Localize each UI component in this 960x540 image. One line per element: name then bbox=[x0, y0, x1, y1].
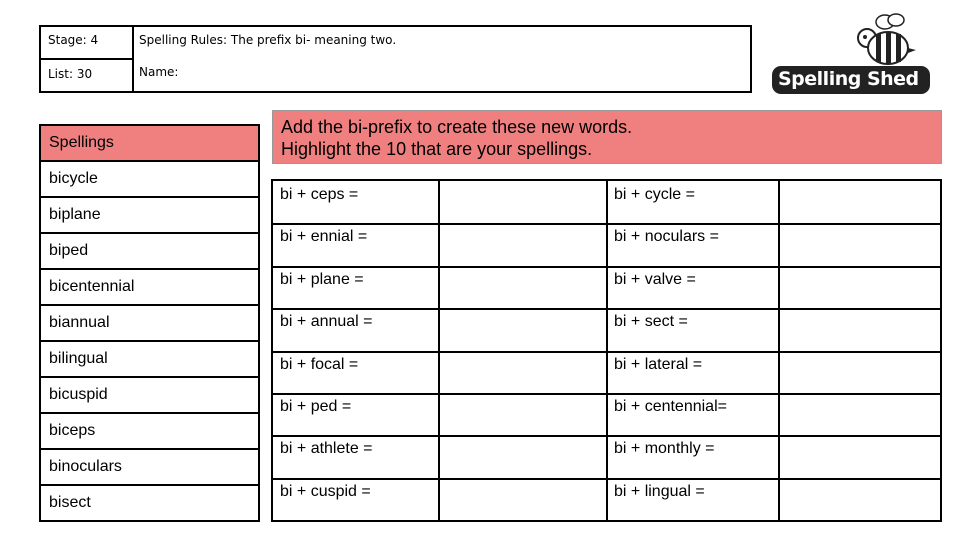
exercise-prompt: bi + cycle = bbox=[614, 186, 695, 203]
spelling-shed-logo bbox=[770, 12, 932, 98]
exercise-prompt: bi + annual = bbox=[280, 313, 373, 331]
spelling-word-row bbox=[39, 450, 260, 486]
grid-row-divider bbox=[273, 308, 940, 310]
logo-text: Spelling Shed bbox=[778, 68, 919, 90]
spelling-word-row bbox=[39, 342, 260, 378]
exercise-prompt: bi + lateral = bbox=[614, 355, 703, 373]
grid-row-divider bbox=[273, 266, 940, 268]
header-divider bbox=[132, 27, 134, 91]
exercise-prompt: bi + centennial= bbox=[614, 397, 727, 415]
exercise-prompt: bi + cuspid = bbox=[280, 482, 371, 500]
spelling-word-row bbox=[39, 306, 260, 342]
exercise-prompt: bi + lingual = bbox=[614, 482, 705, 500]
spelling-word: bisect bbox=[49, 494, 91, 511]
spelling-word-row bbox=[39, 162, 260, 198]
instruction-line-1: Add the bi-prefix to create these new words. bbox=[281, 117, 633, 137]
spelling-word: biceps bbox=[49, 422, 96, 439]
exercise-prompt: bi + sect = bbox=[614, 313, 688, 331]
spellings-heading: Spellings bbox=[39, 124, 260, 162]
exercise-prompt: bi + ennial = bbox=[280, 228, 368, 246]
instructions-box bbox=[272, 110, 942, 164]
name-label: Name: bbox=[139, 65, 179, 79]
spelling-word: biannual bbox=[49, 314, 110, 331]
spelling-word: biplane bbox=[49, 206, 101, 223]
instruction-line-2: Highlight the 10 that are your spellings. bbox=[281, 139, 593, 159]
spelling-rule-text: Spelling Rules: The prefix bi- meaning two. bbox=[139, 33, 397, 47]
exercise-prompt: bi + focal = bbox=[280, 355, 359, 373]
spelling-word-row bbox=[39, 378, 260, 414]
spelling-word: bicuspid bbox=[49, 386, 108, 403]
exercise-prompt: bi + valve = bbox=[614, 270, 696, 288]
list-label: List: 30 bbox=[48, 67, 93, 81]
stage-label: Stage: 4 bbox=[48, 33, 99, 47]
spelling-word: bicentennial bbox=[49, 278, 135, 295]
exercise-prompt: bi + monthly = bbox=[614, 440, 715, 458]
header-divider bbox=[41, 58, 132, 60]
grid-row-divider bbox=[273, 393, 940, 395]
grid-row-divider bbox=[273, 478, 940, 480]
exercise-prompt: bi + athlete = bbox=[280, 440, 373, 458]
exercise-grid bbox=[271, 179, 942, 522]
worksheet-header bbox=[39, 25, 752, 93]
exercise-prompt: bi + ped = bbox=[280, 397, 352, 415]
exercise-prompt: bi + noculars = bbox=[614, 228, 719, 246]
grid-row-divider bbox=[273, 223, 940, 225]
grid-row-divider bbox=[273, 351, 940, 353]
exercise-prompt: bi + ceps = bbox=[280, 186, 359, 203]
spelling-word-row bbox=[39, 414, 260, 450]
spelling-word-row bbox=[39, 486, 260, 522]
spelling-word-row bbox=[39, 198, 260, 234]
exercise-prompt: bi + plane = bbox=[280, 270, 364, 288]
spelling-word-row bbox=[39, 270, 260, 306]
spelling-word-row bbox=[39, 234, 260, 270]
spelling-word: binoculars bbox=[49, 458, 122, 475]
grid-row-divider bbox=[273, 435, 940, 437]
spelling-word: bilingual bbox=[49, 350, 108, 367]
spelling-word: bicycle bbox=[49, 170, 98, 187]
spelling-word: biped bbox=[49, 242, 89, 259]
